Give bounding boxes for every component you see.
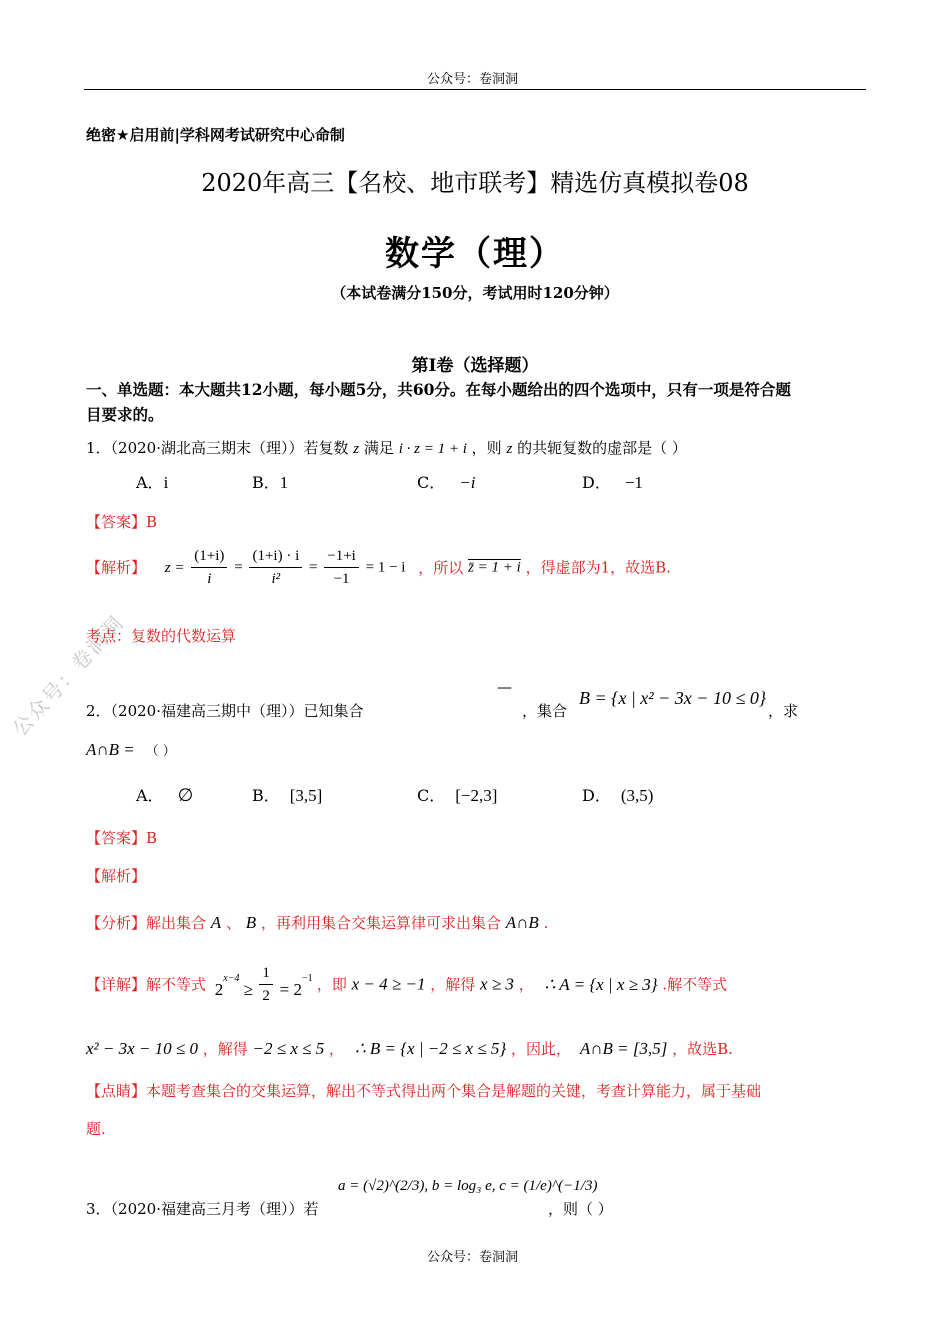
q2-dianjing-line1: 【点睛】本题考查集合的交集运算，解出不等式得出两个集合是解题的关键，考查计算能力，属于基础 — [86, 1082, 762, 1100]
instructions-line1: 一、单选题：本大题共12小题，每小题5分，共60分。在每小题给出的四个选项中，只有一项是符合题 — [86, 380, 791, 399]
q1-condition: i · z = 1 + i — [398, 441, 467, 457]
q2-xiangjie-line2 — [86, 1038, 733, 1059]
q2-answer: 【答案】B — [86, 829, 158, 847]
q2-fenxi-text-a: 【分析】解出集合 — [86, 914, 207, 932]
q1-tail1: ，所以 — [418, 558, 464, 577]
q2-xj-comma: ， — [518, 975, 534, 994]
q2-paren: （ ） — [145, 744, 176, 759]
q2-l2-jiede: ，解得 — [202, 1040, 248, 1058]
q3-expression: a = (√2)^(2/3), b = log₃ e, c = (1/e)^(−1/3) — [338, 1178, 598, 1194]
q1-fraction-1: $\frac{(1+i)}{i}$ — [191, 545, 227, 590]
q2-option-c: C． [−2,3] — [417, 786, 498, 805]
exam-info: （本试卷满分150分，考试用时120分钟） — [331, 284, 619, 302]
q2-option-d: D． (3,5) — [582, 786, 654, 805]
q1-option-a: A．i — [136, 473, 169, 492]
q2-xj-jiede: ，解得 — [430, 975, 476, 994]
watermark: 公众号：卷洞洞 — [7, 610, 129, 741]
q1-answer: 【答案】B — [86, 513, 158, 531]
q2-fenxi — [86, 912, 548, 933]
q1-analysis-label: 【解析】 — [86, 558, 147, 577]
q2-fenxi-end: . — [543, 914, 549, 932]
q2-xj-x3: x ≥ 3 — [480, 974, 514, 994]
q2-xj-pow: = $2^{-1}$ — [279, 973, 313, 999]
header-rule — [84, 89, 866, 90]
q2-l2-end: ，故选B. — [672, 1040, 733, 1058]
q1-eq-start: z = — [164, 559, 185, 576]
q1-var-z: z — [353, 441, 360, 457]
q1-prefix: 1．（2020·湖北高三期末（理））若复数 — [86, 439, 349, 457]
q2-xj-set-a: ∴ A = {x | x ≥ 3} — [544, 974, 658, 994]
q2-xj-ineq: $2^{x-4}$ ≥ — [214, 973, 254, 999]
q2-line2 — [86, 740, 176, 760]
q1-analysis — [86, 545, 671, 590]
q1-var-z2: z — [506, 441, 513, 457]
q2-fenxi-set-a: A — [210, 913, 222, 932]
instructions-line2: 目要求的。 — [86, 405, 164, 424]
q2-set-b: B = {x | x² − 3x − 10 ≤ 0} — [579, 688, 767, 708]
q2-fenxi-intersection: A∩B — [505, 913, 539, 932]
q2-prefix: 2．（2020·福建高三期中（理））已知集合 — [86, 702, 364, 720]
q2-dianjing-line2: 题. — [86, 1120, 106, 1138]
q1-mid2: ，则 — [471, 439, 502, 457]
q2-xj-ineq2: x − 4 ≥ −1 — [351, 974, 426, 994]
q2-fenxi-sep: 、 — [225, 914, 241, 932]
header-source: 公众号：卷洞洞 — [427, 72, 519, 87]
q2-xiangjie-label: 【详解】解不等式 — [86, 975, 207, 994]
q2-option-a: A． ∅ — [136, 785, 194, 805]
q1-option-c: C． −i — [417, 473, 476, 492]
q1-mid: 满足 — [363, 439, 394, 457]
q2-stem — [86, 700, 364, 721]
q1-eq-sign-2: = — [309, 559, 318, 576]
q2-l2-comma: ， — [329, 1040, 345, 1058]
q2-intersection: A∩B = — [86, 740, 135, 759]
section-title: 第Ⅰ卷（选择题） — [411, 356, 539, 376]
q2-xj-ji: ，即 — [316, 975, 347, 994]
q2-stem-cont — [522, 700, 567, 721]
q1-conjugate: z̄ = 1 + i — [468, 559, 521, 576]
q2-l2-set-b: ∴ B = {x | −2 ≤ x ≤ 5} — [354, 1039, 507, 1058]
paper-title: 2020年高三【名校、地市联考】精选仿真模拟卷08 — [201, 169, 749, 197]
q1-kaodian: 考点：复数的代数运算 — [86, 627, 237, 645]
secret-line: 绝密★启用前|学科网考试研究中心命制 — [86, 126, 345, 144]
q2-l2-yinci: ，因此， — [511, 1040, 572, 1058]
q1-tail2: ，得虚部为1，故选B. — [525, 558, 671, 577]
q2-fenxi-set-b: B — [245, 913, 257, 932]
q1-eq-end: = 1 − i — [365, 559, 406, 576]
q2-xiangjie-line1 — [86, 962, 727, 1007]
q3-tail: ，则（ ） — [548, 1200, 613, 1218]
q1-stem — [86, 437, 687, 458]
q3-prefix: 3．（2020·福建高三月考（理））若 — [86, 1200, 319, 1218]
q2-l2-range: −2 ≤ x ≤ 5 — [252, 1039, 325, 1058]
q2-l2-result: A∩B = [3,5] — [579, 1039, 668, 1058]
q2-xj-half: $\frac{1}{2}$ — [259, 962, 273, 1007]
q2-dash: — — [497, 678, 512, 696]
q1-fraction-2: $\frac{(1+i) \cdot i}{\text{i²}}$ — [249, 545, 302, 590]
q2-option-b: B． [3,5] — [252, 786, 323, 805]
q2-tail: ，求 — [768, 702, 799, 720]
q1-option-b: B．1 — [252, 473, 289, 492]
subject-title: 数学（理） — [385, 234, 565, 274]
q1-option-d: D． −1 — [582, 473, 643, 492]
q2-xj-tail: .解不等式 — [662, 975, 728, 994]
q2-mid: ，集合 — [522, 702, 568, 720]
q2-fenxi-text-b: ，再利用集合交集运算律可求出集合 — [260, 914, 501, 932]
q1-eq-sign-1: = — [234, 559, 243, 576]
q2-l2-ineq: x² − 3x − 10 ≤ 0 — [86, 1039, 198, 1058]
footer-source: 公众号：卷洞洞 — [427, 1250, 519, 1265]
q1-fraction-3: $\frac{-1+i}{-1}$ — [324, 545, 359, 590]
q1-tail: 的共轭复数的虚部是（ ） — [517, 439, 687, 457]
q2-analysis-label: 【解析】 — [86, 867, 147, 885]
